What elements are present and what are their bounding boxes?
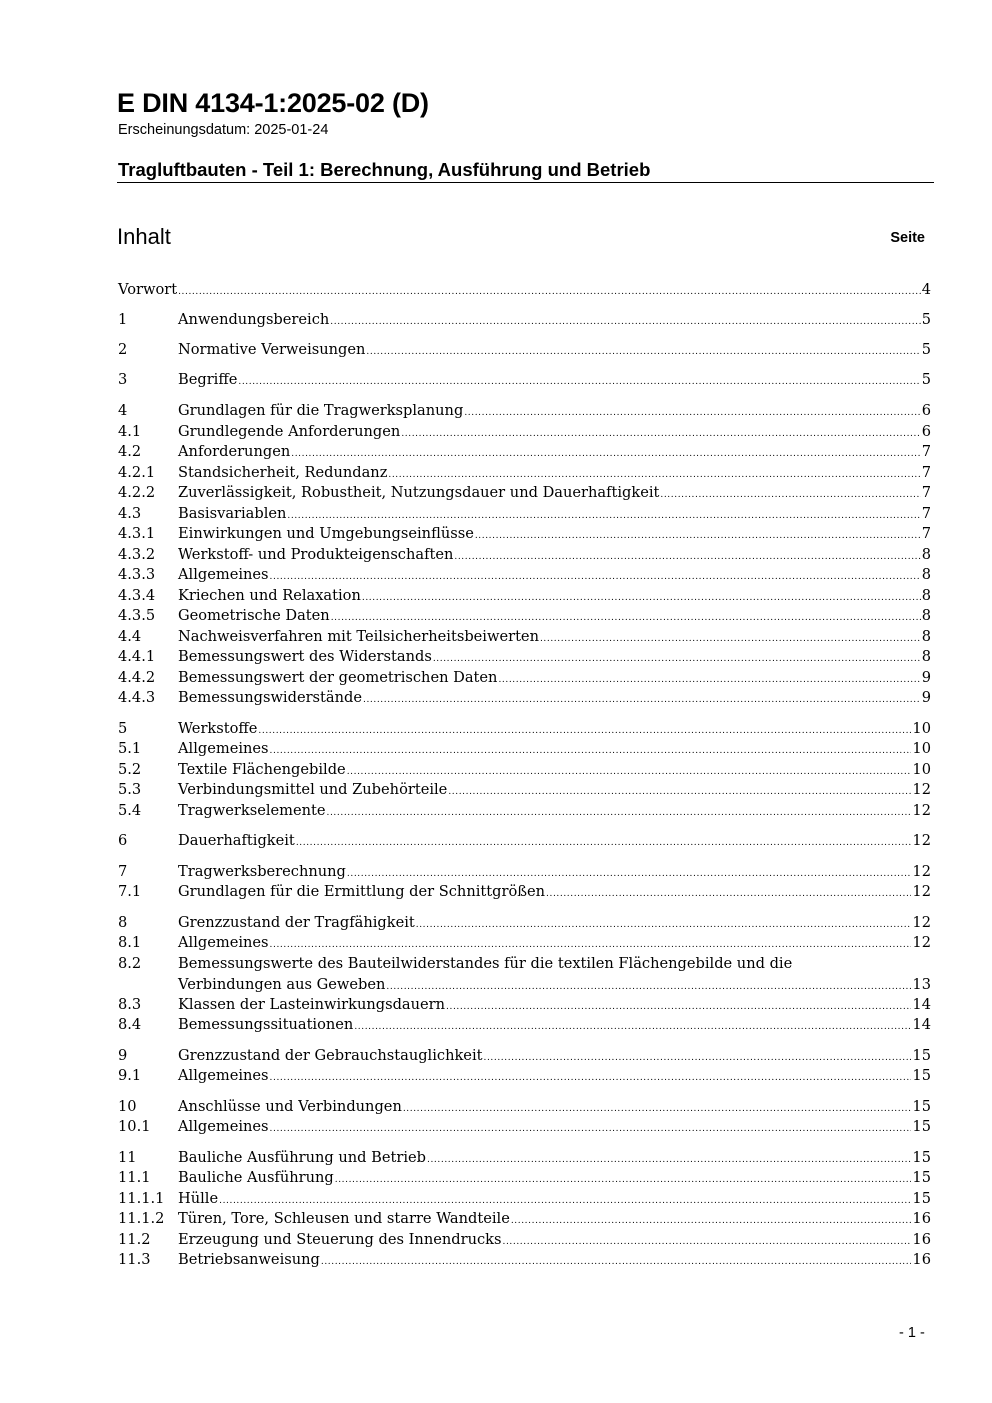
toc-entry-page: 9 (921, 689, 931, 706)
toc-entry-label: Nachweisverfahren mit Teilsicherheitsbeiwerten (178, 628, 539, 645)
toc-entry[interactable] (118, 881, 931, 905)
toc-entry-page: 15 (912, 1169, 931, 1186)
toc-entry-number: 11.2 (118, 1231, 151, 1248)
toc-entry-label: Anforderungen (178, 443, 291, 460)
toc-entry-label: Kriechen und Relaxation (178, 587, 361, 604)
toc-entry-label: Textile Flächengebilde (178, 761, 346, 778)
toc-entry[interactable] (118, 339, 931, 363)
toc-entry-number: 6 (118, 832, 128, 849)
document-title: Tragluftbauten - Teil 1: Berechnung, Ausführung und Betrieb (118, 159, 651, 180)
toc-dot-leader (363, 690, 921, 711)
toc-entry-number: 5.4 (118, 802, 142, 819)
toc-entry[interactable] (118, 1249, 931, 1273)
toc-dot-leader (546, 884, 911, 905)
toc-entry-number: 4.2 (118, 443, 142, 460)
toc-entry[interactable] (118, 309, 931, 333)
toc-entry[interactable] (118, 687, 931, 711)
toc-entry-page: 15 (912, 1118, 931, 1135)
toc-entry-label: Betriebsanweisung (178, 1251, 320, 1268)
toc-entry-number: 4.3.3 (118, 566, 156, 583)
toc-entry-number: 4 (118, 402, 128, 419)
toc-entry-page: 8 (921, 566, 931, 583)
toc-entry-label: Tragwerkselemente (178, 802, 326, 819)
toc-entry-page: 8 (921, 587, 931, 604)
toc-page-column-label: Seite (890, 230, 925, 246)
toc-entry-number: 10 (118, 1098, 137, 1115)
toc-entry-page: 9 (921, 669, 931, 686)
toc-entry-page: 14 (912, 996, 931, 1013)
toc-entry-page: 8 (921, 546, 931, 563)
toc-entry-number: 11 (118, 1149, 137, 1166)
toc-entry-number: 7.1 (118, 883, 142, 900)
toc-entry-number: 8.4 (118, 1016, 142, 1033)
toc-entry-page: 15 (912, 1098, 931, 1115)
toc-entry-number: 4.4.3 (118, 689, 156, 706)
toc-entry-number: 10.1 (118, 1118, 151, 1135)
toc-entry-label: Grenzzustand der Tragfähigkeit (178, 914, 415, 931)
toc-entry-label: Erzeugung und Steuerung des Innendrucks (178, 1231, 502, 1248)
toc-entry-label: Anwendungsbereich (178, 311, 330, 328)
toc-entry-page: 5 (921, 341, 931, 358)
toc-entry-number: 4.3.4 (118, 587, 156, 604)
toc-dot-leader (238, 372, 920, 393)
toc-entry-number: 11.3 (118, 1251, 151, 1268)
toc-entry-page: 7 (921, 464, 931, 481)
toc-entry-page: 8 (921, 607, 931, 624)
toc-entry-label: Allgemeines (178, 740, 269, 757)
toc-entry-page: 7 (921, 443, 931, 460)
toc-entry-page: 10 (912, 740, 931, 757)
toc-entry-label: Werkstoffe (178, 720, 258, 737)
toc-entry-multiline[interactable] (118, 953, 931, 998)
toc-entry-label: Grundlegende Anforderungen (178, 423, 401, 440)
toc-entry-number: 8.3 (118, 996, 142, 1013)
toc-entry-label: Allgemeines (178, 566, 269, 583)
toc-dot-leader (330, 312, 920, 333)
toc-entry-label: Allgemeines (178, 934, 269, 951)
toc-entry-label: Grundlagen für die Ermittlung der Schnittgrößen (178, 883, 546, 900)
toc-entry-number: 5.3 (118, 781, 142, 798)
toc-entry-label: Allgemeines (178, 1118, 269, 1135)
document-id: E DIN 4134-1:2025-02 (D) (117, 88, 429, 118)
toc-entry-page: 8 (921, 628, 931, 645)
toc-entry-page: 13 (912, 976, 931, 993)
toc-entry-page: 12 (912, 914, 931, 931)
toc-dot-leader (366, 342, 920, 363)
toc-entry-number: 8 (118, 914, 128, 931)
toc-entry-number: 4.3.2 (118, 546, 156, 563)
toc-entry-page: 10 (912, 720, 931, 737)
toc-entry-page: 4 (921, 281, 931, 298)
toc-entry-label: Bemessungswerte des Bauteilwiderstandes für die textilen Flächengebilde und die (178, 955, 793, 972)
toc-entry-page: 7 (921, 525, 931, 542)
toc-entry-label: Allgemeines (178, 1067, 269, 1084)
toc-entry[interactable] (118, 1116, 931, 1140)
toc-entry[interactable] (118, 1014, 931, 1038)
toc-entry-number: 9.1 (118, 1067, 142, 1084)
toc-dot-leader (321, 1252, 912, 1273)
toc-entry-label: Bemessungswiderstände (178, 689, 362, 706)
toc-heading: Inhalt (117, 224, 171, 249)
toc-entry-label: Geometrische Daten (178, 607, 330, 624)
toc-entry-label: Standsicherheit, Redundanz (178, 464, 388, 481)
toc-entry-number: 8.2 (118, 955, 142, 972)
toc-entry-page: 15 (912, 1067, 931, 1084)
toc-entry-label: Grenzzustand der Gebrauchstauglichkeit (178, 1047, 483, 1064)
toc-entry-label: Vorwort (118, 281, 178, 298)
toc-entry-label: Klassen der Lasteinwirkungsdauern (178, 996, 446, 1013)
toc-entry[interactable] (118, 1065, 931, 1089)
toc-entry-label: Türen, Tore, Schleusen und starre Wandteile (178, 1210, 510, 1227)
page-number: - 1 - (899, 1325, 925, 1341)
toc-entry-number: 4.3 (118, 505, 142, 522)
toc-entry-page: 8 (921, 648, 931, 665)
toc-entry-number: 8.1 (118, 934, 142, 951)
toc-dot-leader (327, 803, 912, 824)
toc-entry-number: 4.3.1 (118, 525, 156, 542)
toc-entry-number: 9 (118, 1047, 128, 1064)
toc-entry-label: Begriffe (178, 371, 238, 388)
toc-entry-page: 15 (912, 1047, 931, 1064)
toc-entry-number: 11.1.1 (118, 1190, 165, 1207)
toc-entry-number: 5 (118, 720, 128, 737)
toc-entry-page: 16 (912, 1231, 931, 1248)
toc-entry-label: Hülle (178, 1190, 219, 1207)
toc-entry[interactable] (118, 800, 931, 824)
toc-entry-label-continued: Verbindungen aus Geweben (178, 976, 386, 993)
toc-entry-number: 2 (118, 341, 128, 358)
toc-entry-page: 7 (921, 484, 931, 501)
toc-entry-page: 6 (921, 423, 931, 440)
toc-entry-label: Bauliche Ausführung und Betrieb (178, 1149, 427, 1166)
toc-entry-page: 16 (912, 1210, 931, 1227)
toc-entry-page: 6 (921, 402, 931, 419)
toc-entry-label: Normative Verweisungen (178, 341, 366, 358)
toc-entry-label: Bemessungswert der geometrischen Daten (178, 669, 498, 686)
toc-entry-vorwort[interactable] (118, 279, 931, 303)
toc-entry-page: 5 (921, 371, 931, 388)
toc-entry-page: 15 (912, 1190, 931, 1207)
toc-entry-number: 1 (118, 311, 128, 328)
toc-entry-label: Werkstoff- und Produkteigenschaften (178, 546, 454, 563)
toc-entry-number: 4.4 (118, 628, 142, 645)
toc-dot-leader (296, 833, 912, 854)
toc-entry-page: 12 (912, 802, 931, 819)
toc-entry-number: 4.1 (118, 423, 142, 440)
toc-entry-label: Zuverlässigkeit, Robustheit, Nutzungsdauer und Dauerhaftigkeit (178, 484, 660, 501)
toc-entry[interactable] (118, 830, 931, 854)
toc-dot-leader (270, 1119, 912, 1140)
toc-entry-label: Verbindungsmittel und Zubehörteile (178, 781, 448, 798)
toc-entry-number: 5.2 (118, 761, 142, 778)
toc-entry-label: Einwirkungen und Umgebungseinflüsse (178, 525, 474, 542)
toc-entry-label: Grundlagen für die Tragwerksplanung (178, 402, 464, 419)
toc-dot-leader (270, 1068, 912, 1089)
toc-entry-page: 12 (912, 863, 931, 880)
toc-entry-page: 5 (921, 311, 931, 328)
toc-entry[interactable] (118, 369, 931, 393)
toc-entry-number: 11.1 (118, 1169, 151, 1186)
toc-entry-number: 3 (118, 371, 128, 388)
toc-entry-label: Bemessungswert des Widerstands (178, 648, 432, 665)
toc-entry-number: 11.1.2 (118, 1210, 165, 1227)
toc-entry-page: 12 (912, 934, 931, 951)
toc-entry-page: 12 (912, 883, 931, 900)
toc-entry-label: Anschlüsse und Verbindungen (178, 1098, 402, 1115)
toc-entry-page: 10 (912, 761, 931, 778)
toc-dot-leader (354, 1017, 911, 1038)
toc-entry-page: 16 (912, 1251, 931, 1268)
toc-entry-label: Bauliche Ausführung (178, 1169, 334, 1186)
toc-entry-page: 7 (921, 505, 931, 522)
toc-entry-number: 5.1 (118, 740, 142, 757)
toc-entry-page: 15 (912, 1149, 931, 1166)
publication-date: Erscheinungsdatum: 2025-01-24 (118, 122, 329, 138)
toc-entry-label: Bemessungssituationen (178, 1016, 354, 1033)
toc-entry-page: 12 (912, 832, 931, 849)
toc-entry-page: 12 (912, 781, 931, 798)
toc-entry-number: 4.4.1 (118, 648, 156, 665)
toc-entry-number: 4.4.2 (118, 669, 156, 686)
toc-dot-leader (178, 282, 921, 303)
toc-entry-number: 4.2.2 (118, 484, 156, 501)
toc-entry-number: 7 (118, 863, 128, 880)
toc-entry-label: Basisvariablen (178, 505, 287, 522)
toc-entry-label: Dauerhaftigkeit (178, 832, 295, 849)
toc-entry-number: 4.3.5 (118, 607, 156, 624)
toc-entry-page: 14 (912, 1016, 931, 1033)
toc-entry-label: Tragwerksberechnung (178, 863, 346, 880)
title-divider (117, 182, 934, 183)
toc-entry-number: 4.2.1 (118, 464, 156, 481)
